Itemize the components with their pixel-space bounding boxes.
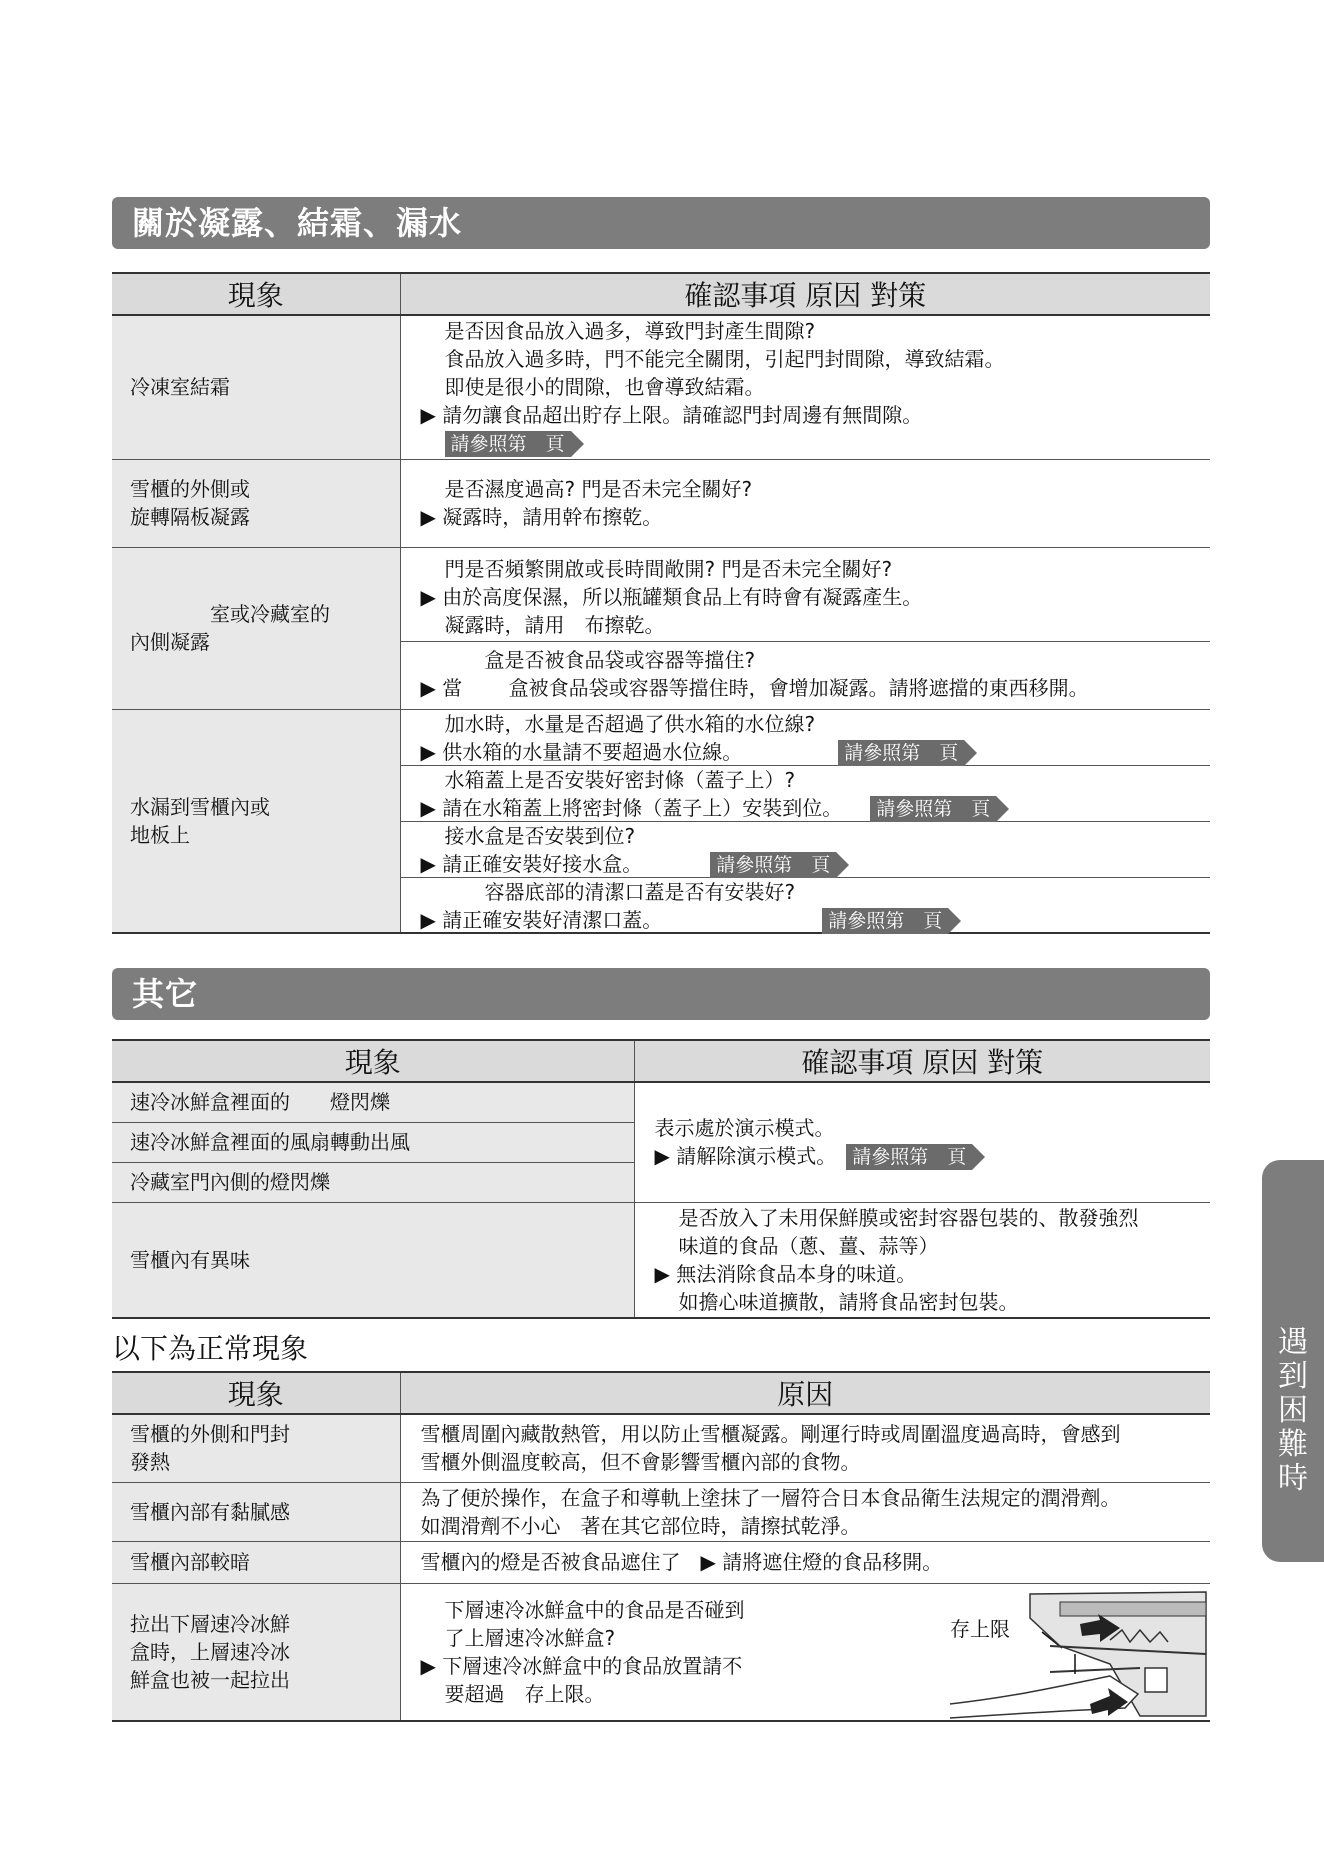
section-title: 關於凝露、結霜、漏水 xyxy=(132,204,463,242)
phenomenon-cell: 拉出下層速冷冰鮮 盒時，上層速冷冰 鮮盒也被一起拉出 xyxy=(112,1583,400,1721)
table-row xyxy=(112,1583,1210,1721)
table-row xyxy=(112,709,1210,933)
phenomenon-cell: 室或冷藏室的 內側凝露 xyxy=(112,547,400,709)
phenomenon-cell: 冷凍室結霜 xyxy=(112,315,400,459)
normal-phenomena-label: 以下為正常現象 xyxy=(112,1332,309,1365)
page-reference: 請參照第 頁 xyxy=(822,908,948,934)
phenomenon-cell: 冷藏室門內側的燈閃爍 xyxy=(112,1162,634,1202)
check-cell: 加水時，水量是否超過了供水箱的水位線? ▶ 供水箱的水量請不要超過水位線。 請參照第 頁 水箱蓋上是否安裝好密封條（蓋子上）? ▶ 請在水箱蓋上將密封條（蓋子上）安裝到位。 請參照第 頁 接水盒是否安裝到位? ▶ 請正確安裝好接水盒。 請參照第 頁 容器底部的清潔口蓋是否有安裝好? ▶ 請正確安裝好清潔口蓋。 請參照第 頁 xyxy=(400,709,1210,933)
side-tab-char: 到 xyxy=(1278,1359,1308,1394)
storage-limit-label: 存上限 xyxy=(950,1616,1010,1641)
others-table xyxy=(112,1039,1210,1319)
reason-cell: 雪櫃周圍內藏散熱管，用以防止雪櫃凝露。剛運行時或周圍溫度過高時，會感到 雪櫃外側溫度較高，但不會影響雪櫃內部的食物。 xyxy=(400,1414,1210,1482)
page-reference: 請參照第 頁 xyxy=(838,740,964,766)
header-check: 確認事項 原因 對策 xyxy=(634,1040,1210,1082)
side-tab-char: 困 xyxy=(1278,1393,1308,1428)
section-title: 其它 xyxy=(132,975,199,1013)
section-header-others xyxy=(112,968,1210,1020)
table-row xyxy=(112,1082,1210,1122)
page-reference: 請參照第 頁 xyxy=(710,852,836,878)
page-reference: 請參照第 頁 xyxy=(870,796,996,822)
header-reason: 原因 xyxy=(400,1372,1210,1414)
side-tab-char: 難 xyxy=(1278,1427,1308,1462)
check-cell: 是否濕度過高? 門是否未完全關好? ▶ 凝露時，請用幹布擦乾。 xyxy=(400,459,1210,547)
phenomenon-cell: 水漏到雪櫃內或 地板上 xyxy=(112,709,400,933)
side-tab-char: 時 xyxy=(1278,1461,1308,1496)
table-row xyxy=(112,315,1210,459)
check-cell: 是否因食品放入過多，導致門封產生間隙? 食品放入過多時，門不能完全關閉，引起門封間隙，導致結霜。 即使是很小的間隙，也會導致結霜。 ▶ 請勿讓食品超出貯存上限。請確認門封周邊有無間隙。 請參照第 頁 xyxy=(400,315,1210,459)
table-row xyxy=(112,1414,1210,1482)
phenomenon-cell: 速冷冰鮮盒裡面的 燈閃爍 xyxy=(112,1082,634,1122)
header-phenomenon: 現象 xyxy=(112,273,400,315)
table-row xyxy=(112,459,1210,547)
reason-cell: 為了便於操作，在盒子和導軌上塗抹了一層符合日本食品衛生法規定的潤滑劑。 如潤滑劑不小心 著在其它部位時，請擦拭乾淨。 xyxy=(400,1482,1210,1541)
reason-cell: 下層速冷冰鮮盒中的食品是否碰到 了上層速冷冰鮮盒? ▶ 下層速冷冰鮮盒中的食品放置請不 要超過 存上限。 存上限 xyxy=(400,1583,1210,1721)
check-cell: 是否放入了未用保鮮膜或密封容器包裝的、散發強烈 味道的食品（蔥、薑、蒜等） ▶ 無法消除食品本身的味道。 如擔心味道擴散，請將食品密封包裝。 xyxy=(634,1202,1210,1318)
side-tab-troubleshooting[interactable] xyxy=(1262,1160,1324,1562)
reason-cell: 雪櫃內的燈是否被食品遮住了 ▶ 請將遮住燈的食品移開。 xyxy=(400,1541,1210,1583)
header-phenomenon: 現象 xyxy=(112,1372,400,1414)
phenomenon-cell: 速冷冰鮮盒裡面的風扇轉動出風 xyxy=(112,1122,634,1162)
phenomenon-cell: 雪櫃內有異味 xyxy=(112,1202,634,1318)
page-reference: 請參照第 頁 xyxy=(846,1144,972,1170)
table-row xyxy=(112,1541,1210,1583)
table-row xyxy=(112,1202,1210,1318)
page-reference: 請參照第 頁 xyxy=(445,431,571,457)
normal-table xyxy=(112,1371,1210,1722)
header-phenomenon: 現象 xyxy=(112,1040,634,1082)
table-row xyxy=(112,547,1210,709)
section-header-condensation xyxy=(112,197,1210,249)
check-cell: 表示處於演示模式。 ▶ 請解除演示模式。 請參照第 頁 xyxy=(634,1082,1210,1202)
phenomenon-cell: 雪櫃內部有黏膩感 xyxy=(112,1482,400,1541)
condensation-table xyxy=(112,272,1210,934)
phenomenon-cell: 雪櫃的外側或 旋轉隔板凝露 xyxy=(112,459,400,547)
drawer-illustration xyxy=(910,1584,1210,1720)
phenomenon-cell: 雪櫃內部較暗 xyxy=(112,1541,400,1583)
phenomenon-cell: 雪櫃的外側和門封 發熱 xyxy=(112,1414,400,1482)
side-tab-char: 遇 xyxy=(1278,1325,1308,1360)
table-row xyxy=(112,1482,1210,1541)
header-check: 確認事項 原因 對策 xyxy=(400,273,1210,315)
check-cell: 門是否頻繁開啟或長時間敞開? 門是否未完全關好? ▶ 由於高度保濕，所以瓶罐類食品上有時會有凝露產生。 凝露時，請用 布擦乾。 盒是否被食品袋或容器等擋住? ▶ 當 盒被食品袋或容器等擋住時，會增加凝露。請將遮擋的東西移開。 xyxy=(400,547,1210,709)
